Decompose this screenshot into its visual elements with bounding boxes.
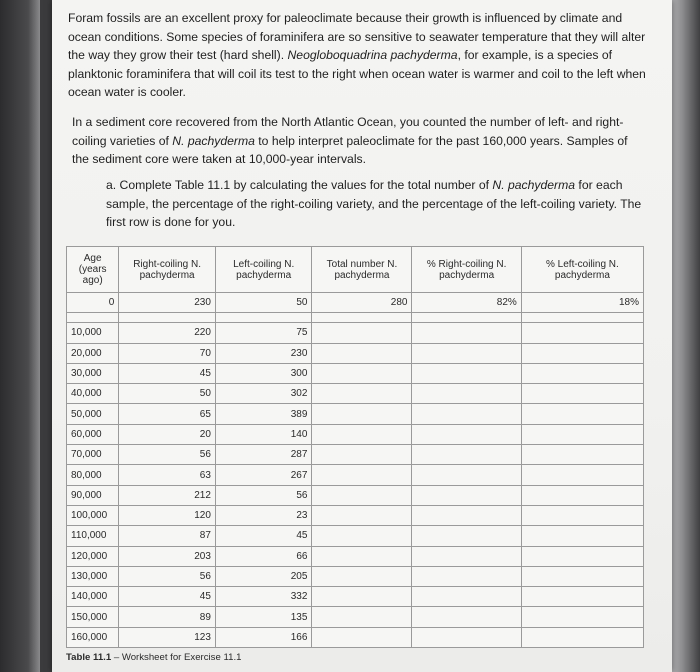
- cell-pct-left[interactable]: [521, 505, 643, 525]
- cell-left: 75: [215, 323, 312, 343]
- cell-pct-left[interactable]: [521, 485, 643, 505]
- cell-age: 120,000: [67, 546, 119, 566]
- cell-pct-right[interactable]: [412, 546, 521, 566]
- cell-right: 89: [119, 607, 216, 627]
- header-pct-left: % Left-coiling N. pachyderma: [521, 247, 643, 293]
- cell-pct-left[interactable]: [521, 465, 643, 485]
- cell-right: 120: [119, 505, 216, 525]
- intro-paragraph-2: In a sediment core recovered from the North Atlantic Ocean, you counted the number of left- and right-coiling varieties of N. pachyderma to help interpret paleoclimate for the past 160,000 years. Samples of the sediment core were taken at 10,000-year intervals.: [72, 115, 628, 167]
- cell-pct-left[interactable]: [521, 546, 643, 566]
- table-row: [67, 587, 644, 607]
- table-row: [67, 445, 644, 465]
- cell-right: 63: [119, 465, 216, 485]
- cell-age: 100,000: [67, 505, 119, 525]
- cell-left: 267: [215, 465, 312, 485]
- cell-age: 20,000: [67, 343, 119, 363]
- cell-age: 40,000: [67, 384, 119, 404]
- cell-left: 389: [215, 404, 312, 424]
- cell-total[interactable]: [312, 607, 412, 627]
- cell-age: 130,000: [67, 566, 119, 586]
- table-row: [67, 363, 644, 383]
- cell-total[interactable]: [312, 566, 412, 586]
- species-name: Neogloboquadrina pachyderma: [287, 48, 458, 63]
- cell-total[interactable]: [312, 546, 412, 566]
- cell-right: 212: [119, 485, 216, 505]
- cell-age: 160,000: [67, 627, 119, 647]
- cell-age: 140,000: [67, 587, 119, 607]
- background-right-edge: [670, 0, 700, 672]
- cell-pct-right[interactable]: [412, 465, 521, 485]
- cell-right: 123: [119, 627, 216, 647]
- cell-age: 150,000: [67, 607, 119, 627]
- header-left-coiling: Left-coiling N. pachyderma: [215, 247, 312, 293]
- cell-right: 56: [119, 445, 216, 465]
- cell-pct-left[interactable]: [521, 384, 643, 404]
- cell-pct-right[interactable]: [412, 323, 521, 343]
- table-row: [67, 607, 644, 627]
- cell-pct-left[interactable]: [521, 424, 643, 444]
- cell-right: 50: [119, 384, 216, 404]
- cell-age: 0: [67, 293, 119, 313]
- cell-age: 60,000: [67, 424, 119, 444]
- cell-pct-left[interactable]: [521, 627, 643, 647]
- table-row: [67, 465, 644, 485]
- table-row: [67, 323, 644, 343]
- cell-total[interactable]: [312, 384, 412, 404]
- cell-pct-left[interactable]: [521, 343, 643, 363]
- cell-pct-right[interactable]: [412, 343, 521, 363]
- cell-left: 66: [215, 546, 312, 566]
- cell-right: 20: [119, 424, 216, 444]
- cell-pct-right[interactable]: [412, 445, 521, 465]
- cell-right: 87: [119, 526, 216, 546]
- cell-left: 135: [215, 607, 312, 627]
- cell-pct-right[interactable]: [412, 363, 521, 383]
- cell-left: 230: [215, 343, 312, 363]
- cell-total[interactable]: [312, 587, 412, 607]
- cell-total[interactable]: [312, 526, 412, 546]
- table-row: [67, 424, 644, 444]
- cell-age: 10,000: [67, 323, 119, 343]
- cell-right: 220: [119, 323, 216, 343]
- header-age: Age (years ago): [67, 247, 119, 293]
- cell-total[interactable]: [312, 424, 412, 444]
- cell-right: 56: [119, 566, 216, 586]
- cell-left: 23: [215, 505, 312, 525]
- cell-total[interactable]: [312, 404, 412, 424]
- cell-pct-right[interactable]: [412, 384, 521, 404]
- header-total: Total number N. pachyderma: [312, 247, 412, 293]
- cell-left: 166: [215, 627, 312, 647]
- cell-left: 140: [215, 424, 312, 444]
- cell-pct-left: 18%: [521, 293, 643, 313]
- cell-total[interactable]: [312, 627, 412, 647]
- cell-left: 332: [215, 587, 312, 607]
- cell-pct-left[interactable]: [521, 363, 643, 383]
- cell-right: 45: [119, 363, 216, 383]
- table-caption: Table 11.1 – Worksheet for Exercise 11.1: [66, 652, 242, 663]
- cell-total[interactable]: [312, 505, 412, 525]
- cell-right: 65: [119, 404, 216, 424]
- cell-right: 230: [119, 293, 216, 313]
- cell-total: 280: [312, 293, 412, 313]
- cell-age: 80,000: [67, 465, 119, 485]
- cell-pct-right[interactable]: [412, 404, 521, 424]
- cell-left: 50: [215, 293, 312, 313]
- cell-right: 203: [119, 546, 216, 566]
- background-left-edge: [0, 0, 40, 672]
- cell-total[interactable]: [312, 485, 412, 505]
- cell-pct-left[interactable]: [521, 526, 643, 546]
- cell-right: 70: [119, 343, 216, 363]
- cell-total[interactable]: [312, 363, 412, 383]
- cell-pct-right[interactable]: [412, 587, 521, 607]
- species-name: N. pachyderma: [172, 133, 255, 148]
- intro-paragraph-1: Foram fossils are an excellent proxy for paleoclimate because their growth is influenced by climate and ocean conditions. Some species of foraminifera are so sensitive to seawater temperature that they will alter the way they grow their test (hard shell). Neogloboquadrina pachyderma, for example, is a species of planktonic foraminifera that will coil its test to the right when ocean water is warmer and coil to the left when ocean water is cooler.: [68, 11, 646, 100]
- cell-left: 300: [215, 363, 312, 383]
- table-row: [67, 627, 644, 647]
- table-row-example: [67, 293, 644, 313]
- cell-pct-right[interactable]: [412, 566, 521, 586]
- header-pct-right: % Right-coiling N. pachyderma: [412, 247, 521, 293]
- table-row: [67, 404, 644, 424]
- cell-age: 30,000: [67, 363, 119, 383]
- cell-total[interactable]: [312, 323, 412, 343]
- cell-pct-left[interactable]: [521, 587, 643, 607]
- cell-pct-left[interactable]: [521, 404, 643, 424]
- cell-pct-right[interactable]: [412, 627, 521, 647]
- cell-age: 110,000: [67, 526, 119, 546]
- species-name: N. pachyderma: [492, 178, 576, 192]
- cell-pct-left[interactable]: [521, 323, 643, 343]
- cell-pct-left[interactable]: [521, 445, 643, 465]
- cell-left: 205: [215, 566, 312, 586]
- table-row: [67, 566, 644, 586]
- table-row: [67, 526, 644, 546]
- header-right-coiling: Right-coiling N. pachyderma: [119, 247, 216, 293]
- cell-total[interactable]: [312, 445, 412, 465]
- table-row: [67, 343, 644, 363]
- worksheet-table: [66, 246, 644, 648]
- cell-total[interactable]: [312, 465, 412, 485]
- table-header-row: [67, 247, 644, 293]
- cell-right: 45: [119, 587, 216, 607]
- cell-pct-left[interactable]: [521, 566, 643, 586]
- cell-left: 56: [215, 485, 312, 505]
- table-row: [67, 505, 644, 525]
- cell-age: 70,000: [67, 445, 119, 465]
- table-row: [67, 384, 644, 404]
- cell-pct-right: 82%: [412, 293, 521, 313]
- cell-pct-right[interactable]: [412, 505, 521, 525]
- cell-left: 302: [215, 384, 312, 404]
- table-spacer-row: [67, 313, 644, 323]
- cell-left: 45: [215, 526, 312, 546]
- question-a: a. Complete Table 11.1 by calculating the values for the total number of N. pachyderma for each sample, the percentage of the right-coiling variety, and the percentage of the left-coiling variety. The first row is done for you.: [106, 178, 642, 230]
- cell-pct-right[interactable]: [412, 607, 521, 627]
- cell-pct-right[interactable]: [412, 424, 521, 444]
- cell-pct-right[interactable]: [412, 526, 521, 546]
- cell-total[interactable]: [312, 343, 412, 363]
- cell-pct-right[interactable]: [412, 485, 521, 505]
- cell-age: 50,000: [67, 404, 119, 424]
- cell-left: 287: [215, 445, 312, 465]
- table-row: [67, 546, 644, 566]
- cell-pct-left[interactable]: [521, 607, 643, 627]
- table-row: [67, 485, 644, 505]
- cell-age: 90,000: [67, 485, 119, 505]
